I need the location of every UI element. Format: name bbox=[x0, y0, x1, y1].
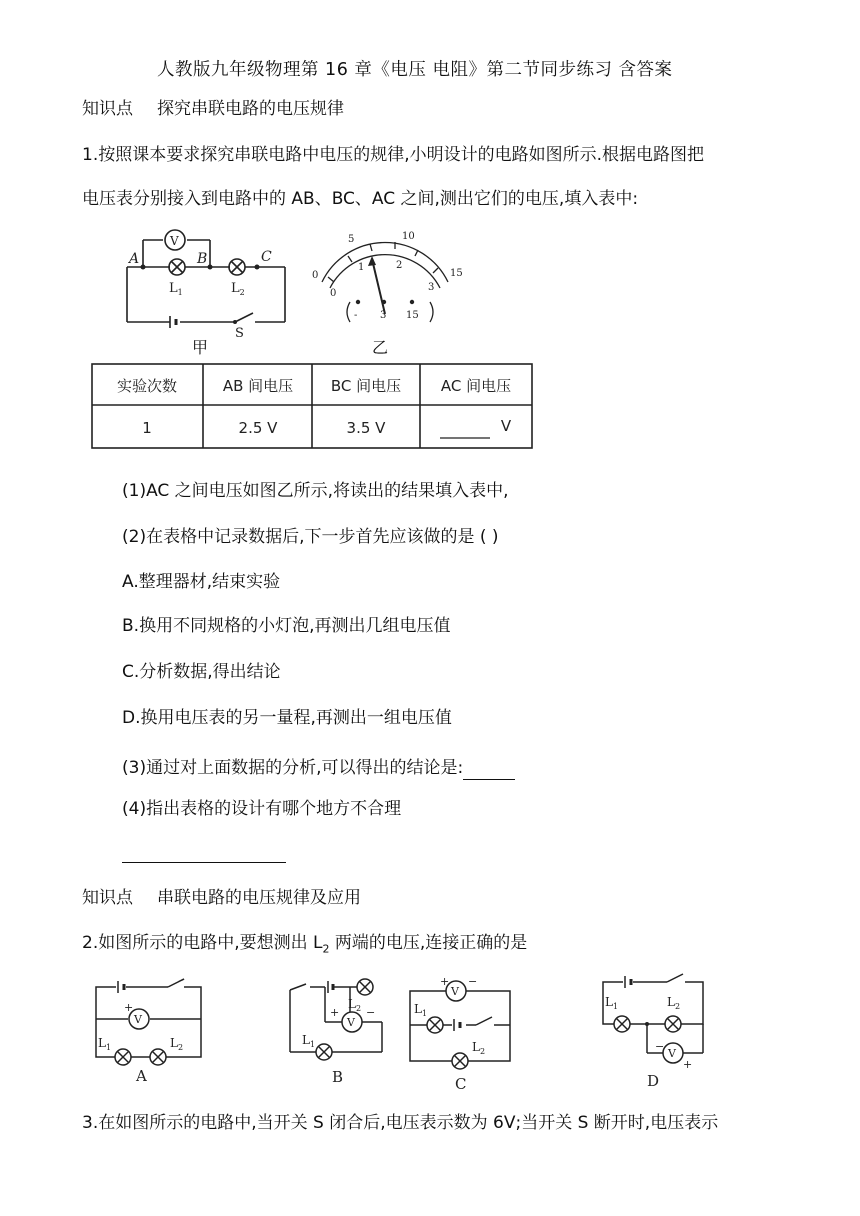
svg-text:L2: $L_2$ bbox=[348, 997, 362, 1013]
svg-text:L2: $L_2$ bbox=[170, 1036, 184, 1052]
q1-sub3-text: (3)通过对上面数据的分析,可以得出的结论是: bbox=[122, 758, 464, 778]
table-cell-ab: 2.5 V bbox=[238, 419, 278, 437]
q2-circuit-b bbox=[280, 970, 395, 1088]
svg-text:L2: $L_2$ bbox=[667, 995, 681, 1011]
q1-sub4: (4)指出表格的设计有哪个地方不合理 bbox=[122, 799, 402, 819]
q1-option-a: A.整理器材,结束实验 bbox=[122, 572, 281, 592]
svg-text:L2: $L_2$ bbox=[472, 1040, 486, 1056]
svg-text:−: − bbox=[468, 975, 478, 988]
q1-option-c: C.分析数据,得出结论 bbox=[122, 662, 281, 682]
q2-circuit-c bbox=[400, 975, 525, 1093]
section1-label: 知识点 bbox=[82, 99, 133, 119]
section2-label: 知识点 bbox=[82, 888, 133, 908]
section1-heading bbox=[82, 97, 344, 121]
q3-text: 3.在如图所示的电路中,当开关 S 闭合后,电压表示数为 6V;当开关 S 断开时,电压表示 bbox=[82, 1113, 719, 1133]
tick-0-outer: 0 bbox=[312, 270, 319, 281]
section2-heading bbox=[82, 886, 361, 910]
svg-text:L1: $L_1$ bbox=[414, 1002, 428, 1018]
svg-text:+: + bbox=[440, 975, 450, 988]
q1-line2: 电压表分别接入到电路中的 AB、BC、AC 之间,测出它们的电压,填入表中: bbox=[82, 189, 639, 209]
svg-text:L1: $L_1$ bbox=[98, 1036, 112, 1052]
answer-blank-3[interactable] bbox=[463, 761, 515, 780]
q2-label-c: C bbox=[455, 1075, 467, 1093]
table-header-ac: AC 间电压 bbox=[440, 377, 512, 395]
figure-yi-voltmeter bbox=[300, 222, 470, 332]
label-l1: $L_1$ bbox=[169, 281, 183, 297]
tick-15-outer: 15 bbox=[450, 268, 463, 279]
tick-10: 10 bbox=[402, 231, 415, 242]
label-b: B bbox=[197, 251, 208, 267]
table-cell-ac-unit: V bbox=[500, 417, 512, 435]
tick-0-inner: 0 bbox=[330, 288, 337, 299]
svg-text:V: V bbox=[347, 1016, 355, 1029]
q2-circuit-a bbox=[88, 975, 213, 1085]
section1-title: 探究串联电路的电压规律 bbox=[157, 99, 344, 119]
fig-yi-label: 乙 bbox=[372, 338, 389, 357]
tick-2-inner: 2 bbox=[396, 260, 403, 271]
q1-sub2: (2)在表格中记录数据后,下一步首先应该做的是 ( ) bbox=[122, 527, 499, 547]
q1-line1: 1.按照课本要求探究串联电路中电压的规律,小明设计的电路如图所示.根据电路图把 bbox=[82, 145, 705, 165]
q2-label-a: A bbox=[136, 1067, 147, 1085]
label-a: A bbox=[129, 251, 140, 267]
q2-circuit-d bbox=[595, 968, 713, 1090]
label-c: C bbox=[261, 249, 272, 265]
q1-sub3 bbox=[122, 756, 515, 780]
label-l2: $L_2$ bbox=[231, 281, 245, 297]
terminal-3: 3 bbox=[380, 310, 387, 321]
node-a bbox=[141, 265, 146, 270]
q1-sub1: (1)AC 之间电压如图乙所示,将读出的结果填入表中, bbox=[122, 481, 509, 501]
svg-text:L1: $L_1$ bbox=[302, 1033, 316, 1049]
node-b bbox=[208, 265, 213, 270]
terminal-15: 15 bbox=[406, 310, 419, 321]
tick-5: 5 bbox=[348, 234, 355, 245]
table-header-trial: 实验次数 bbox=[116, 377, 178, 395]
page-title: 人教版九年级物理第 16 章《电压 电阻》第二节同步练习 含答案 bbox=[157, 60, 673, 80]
q2-label-b: B bbox=[332, 1068, 344, 1086]
svg-text:+: + bbox=[124, 1001, 134, 1014]
terminal-neg: - bbox=[354, 310, 358, 321]
svg-text:+: + bbox=[683, 1058, 693, 1071]
svg-text:−: − bbox=[366, 1006, 376, 1019]
section2-title: 串联电路的电压规律及应用 bbox=[157, 888, 361, 908]
q2-label-d: D bbox=[647, 1072, 660, 1090]
table-cell-trial: 1 bbox=[142, 419, 152, 437]
table-header-ab: AB 间电压 bbox=[222, 377, 294, 395]
table-cell-bc: 3.5 V bbox=[346, 419, 386, 437]
svg-text:−: − bbox=[655, 1040, 665, 1053]
table-header-bc: BC 间电压 bbox=[330, 377, 402, 395]
tick-1-inner: 1 bbox=[358, 262, 365, 273]
voltmeter-v-label: V bbox=[170, 234, 179, 248]
q2-text: 2.如图所示的电路中,要想测出 $L_2$ 两端的电压,连接正确的是 bbox=[82, 933, 528, 956]
svg-text:V: V bbox=[451, 985, 459, 998]
svg-text:L1: $L_1$ bbox=[605, 995, 619, 1011]
svg-text:+: + bbox=[330, 1006, 340, 1019]
svg-text:V: V bbox=[668, 1047, 676, 1060]
tick-3-inner: 3 bbox=[428, 282, 435, 293]
label-s: S bbox=[235, 326, 244, 341]
svg-text:V: V bbox=[134, 1013, 142, 1026]
q1-data-table bbox=[88, 360, 538, 452]
q1-option-d: D.换用电压表的另一量程,再测出一组电压值 bbox=[122, 708, 452, 728]
fig-jia-label: 甲 bbox=[192, 338, 209, 357]
node-c bbox=[255, 265, 260, 270]
answer-blank-4[interactable] bbox=[122, 862, 286, 863]
q1-option-b: B.换用不同规格的小灯泡,再测出几组电压值 bbox=[122, 616, 451, 636]
